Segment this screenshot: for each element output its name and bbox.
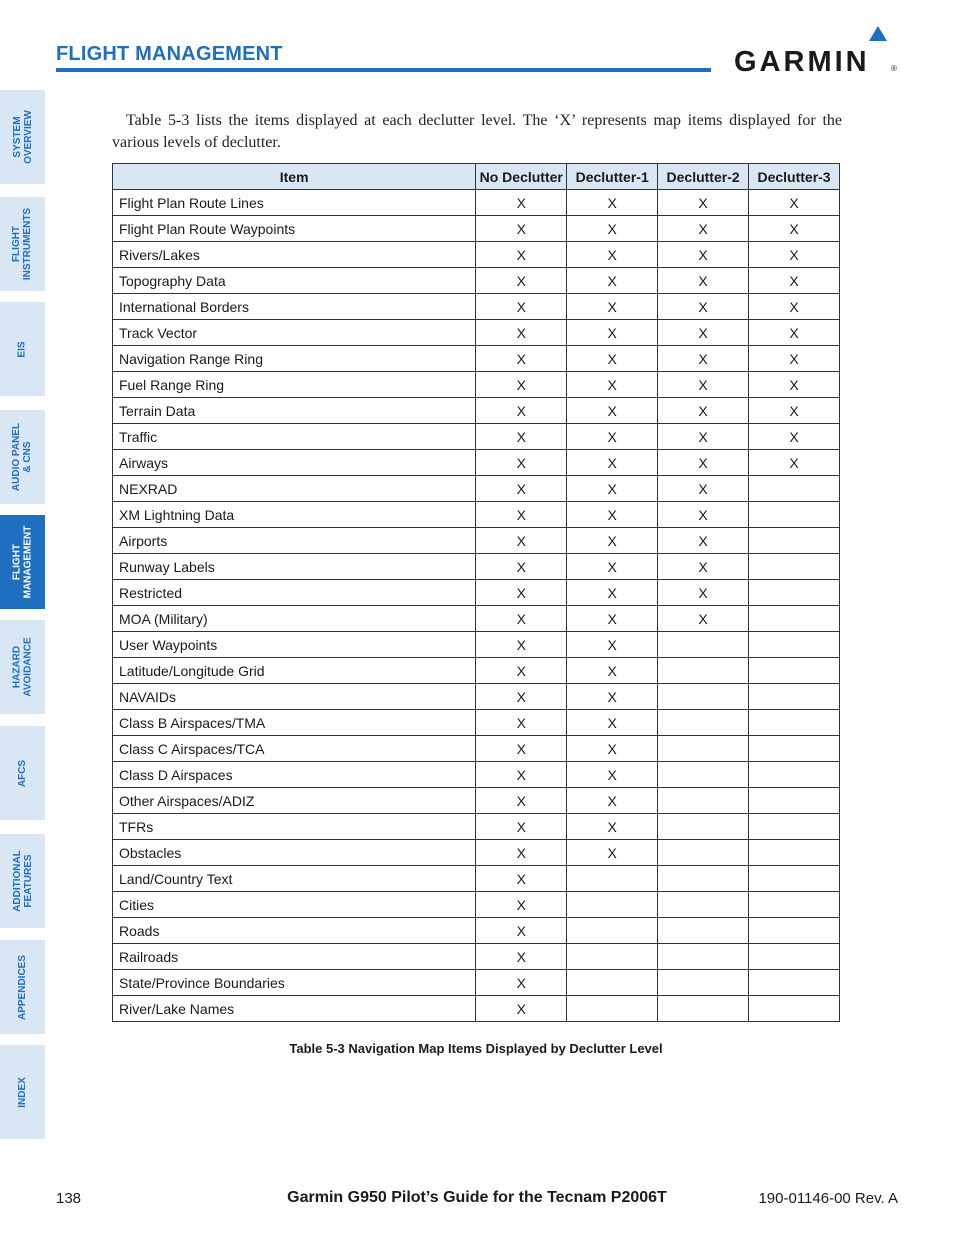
item-name-cell: Rivers/Lakes [113, 242, 476, 268]
side-tab-index[interactable] [0, 1045, 45, 1139]
item-name-cell: Restricted [113, 580, 476, 606]
declutter-mark-cell [658, 684, 749, 710]
declutter-mark-cell: X [567, 476, 658, 502]
declutter-mark-cell: X [476, 736, 567, 762]
side-tab-label: AUDIO PANEL & CNS [11, 422, 34, 492]
side-tab-label: FLIGHT MANAGEMENT [11, 525, 34, 599]
item-name-cell: Obstacles [113, 840, 476, 866]
table-row [113, 866, 840, 892]
declutter-mark-cell: X [476, 554, 567, 580]
declutter-mark-cell [658, 970, 749, 996]
declutter-mark-cell [658, 762, 749, 788]
declutter-mark-cell: X [658, 528, 749, 554]
header-item: Item [113, 164, 476, 190]
declutter-mark-cell [749, 918, 840, 944]
declutter-mark-cell [567, 866, 658, 892]
table-row [113, 320, 840, 346]
declutter-mark-cell: X [567, 554, 658, 580]
item-name-cell: Terrain Data [113, 398, 476, 424]
declutter-mark-cell: X [476, 294, 567, 320]
declutter-mark-cell: X [658, 476, 749, 502]
item-name-cell: Latitude/Longitude Grid [113, 658, 476, 684]
side-tab-label: EIS [17, 340, 28, 358]
declutter-mark-cell: X [658, 346, 749, 372]
declutter-mark-cell [749, 866, 840, 892]
header-declutter-2: Declutter-2 [658, 164, 749, 190]
declutter-mark-cell: X [567, 502, 658, 528]
table-body [113, 190, 840, 1022]
side-tab-label: APPENDICES [17, 954, 29, 1020]
table-row [113, 658, 840, 684]
item-name-cell: Other Airspaces/ADIZ [113, 788, 476, 814]
declutter-mark-cell: X [658, 268, 749, 294]
item-name-cell: River/Lake Names [113, 996, 476, 1022]
declutter-mark-cell [749, 502, 840, 528]
declutter-mark-cell [658, 944, 749, 970]
declutter-mark-cell: X [749, 216, 840, 242]
side-tab-label: AFCS [16, 759, 28, 787]
side-tab-label: FLIGHT INSTRUMENTS [11, 207, 34, 281]
declutter-mark-cell: X [567, 840, 658, 866]
declutter-mark-cell: X [476, 632, 567, 658]
declutter-mark-cell: X [749, 242, 840, 268]
intro-paragraph: Table 5-3 lists the items displayed at each declutter level. The ‘X’ represents map items displayed for the various levels of declutter. [112, 112, 842, 151]
table-row [113, 710, 840, 736]
declutter-mark-cell: X [658, 242, 749, 268]
table-row [113, 892, 840, 918]
declutter-mark-cell: X [476, 346, 567, 372]
table-row [113, 840, 840, 866]
declutter-mark-cell: X [476, 216, 567, 242]
item-name-cell: MOA (Military) [113, 606, 476, 632]
declutter-mark-cell: X [567, 372, 658, 398]
declutter-mark-cell [658, 788, 749, 814]
table-row [113, 528, 840, 554]
declutter-mark-cell [749, 892, 840, 918]
declutter-mark-cell [749, 736, 840, 762]
declutter-mark-cell [658, 996, 749, 1022]
declutter-mark-cell: X [476, 684, 567, 710]
item-name-cell: State/Province Boundaries [113, 970, 476, 996]
item-name-cell: Navigation Range Ring [113, 346, 476, 372]
declutter-mark-cell: X [658, 450, 749, 476]
declutter-mark-cell: X [567, 684, 658, 710]
declutter-mark-cell: X [476, 788, 567, 814]
declutter-mark-cell: X [658, 294, 749, 320]
declutter-mark-cell [749, 996, 840, 1022]
declutter-mark-cell [658, 918, 749, 944]
declutter-mark-cell: X [567, 346, 658, 372]
declutter-mark-cell [658, 632, 749, 658]
table-row [113, 398, 840, 424]
declutter-mark-cell: X [476, 424, 567, 450]
declutter-mark-cell: X [567, 788, 658, 814]
declutter-mark-cell: X [658, 502, 749, 528]
declutter-mark-cell: X [749, 320, 840, 346]
declutter-mark-cell: X [476, 944, 567, 970]
declutter-mark-cell: X [567, 424, 658, 450]
item-name-cell: Roads [113, 918, 476, 944]
item-name-cell: Airways [113, 450, 476, 476]
table-row [113, 606, 840, 632]
declutter-mark-cell: X [476, 710, 567, 736]
declutter-mark-cell: X [567, 450, 658, 476]
side-tab-audio-panel-cns[interactable] [0, 410, 45, 504]
section-title: FLIGHT MANAGEMENT [56, 43, 283, 65]
garmin-logo [734, 26, 899, 78]
declutter-mark-cell: X [567, 294, 658, 320]
item-name-cell: Class D Airspaces [113, 762, 476, 788]
declutter-mark-cell: X [658, 580, 749, 606]
declutter-mark-cell [658, 710, 749, 736]
item-name-cell: Traffic [113, 424, 476, 450]
table-row [113, 424, 840, 450]
declutter-mark-cell: X [476, 996, 567, 1022]
header-declutter-1: Declutter-1 [567, 164, 658, 190]
document-number: 190-01146-00 Rev. A [758, 1190, 898, 1207]
side-tab-hazard-avoidance[interactable] [0, 620, 45, 714]
header-declutter-3: Declutter-3 [749, 164, 840, 190]
item-name-cell: Railroads [113, 944, 476, 970]
declutter-mark-cell [749, 970, 840, 996]
table-row [113, 918, 840, 944]
declutter-mark-cell: X [749, 372, 840, 398]
declutter-mark-cell [749, 528, 840, 554]
page-number: 138 [56, 1190, 82, 1207]
declutter-table [112, 163, 840, 1022]
declutter-mark-cell: X [567, 320, 658, 346]
declutter-mark-cell [749, 554, 840, 580]
declutter-mark-cell: X [476, 892, 567, 918]
declutter-mark-cell [749, 788, 840, 814]
declutter-mark-cell: X [567, 242, 658, 268]
table-row [113, 788, 840, 814]
table-row [113, 294, 840, 320]
declutter-mark-cell: X [476, 762, 567, 788]
declutter-mark-cell: X [749, 450, 840, 476]
logo-triangle-icon [869, 26, 887, 41]
declutter-mark-cell: X [749, 268, 840, 294]
declutter-mark-cell: X [567, 190, 658, 216]
table-row [113, 268, 840, 294]
header-no-declutter: No Declutter [476, 164, 567, 190]
declutter-mark-cell: X [476, 372, 567, 398]
declutter-mark-cell: X [658, 606, 749, 632]
table-row [113, 476, 840, 502]
declutter-mark-cell: X [476, 658, 567, 684]
declutter-mark-cell: X [749, 190, 840, 216]
declutter-mark-cell: X [567, 216, 658, 242]
declutter-mark-cell: X [567, 658, 658, 684]
declutter-mark-cell [658, 840, 749, 866]
declutter-mark-cell: X [567, 580, 658, 606]
declutter-mark-cell [658, 736, 749, 762]
side-tab-label: ADDITIONAL FEATURES [11, 850, 34, 912]
side-tab-label: SYSTEM OVERVIEW [11, 110, 34, 164]
table-row [113, 762, 840, 788]
table-header-row [113, 164, 840, 190]
table-row [113, 450, 840, 476]
declutter-mark-cell [749, 476, 840, 502]
declutter-mark-cell [567, 918, 658, 944]
table-row [113, 736, 840, 762]
declutter-mark-cell: X [658, 216, 749, 242]
declutter-mark-cell [749, 762, 840, 788]
declutter-mark-cell: X [567, 736, 658, 762]
declutter-mark-cell: X [476, 502, 567, 528]
table-row [113, 814, 840, 840]
declutter-mark-cell: X [567, 398, 658, 424]
side-tab-additional-features[interactable] [0, 834, 45, 928]
side-tab-flight-management[interactable] [0, 515, 45, 609]
declutter-mark-cell: X [476, 866, 567, 892]
declutter-mark-cell [749, 944, 840, 970]
declutter-mark-cell: X [749, 424, 840, 450]
declutter-mark-cell [567, 944, 658, 970]
declutter-mark-cell: X [476, 970, 567, 996]
item-name-cell: Flight Plan Route Lines [113, 190, 476, 216]
declutter-mark-cell: X [658, 190, 749, 216]
declutter-mark-cell: X [567, 606, 658, 632]
table-row [113, 554, 840, 580]
declutter-mark-cell: X [476, 528, 567, 554]
declutter-mark-cell: X [658, 320, 749, 346]
declutter-mark-cell: X [476, 450, 567, 476]
item-name-cell: Airports [113, 528, 476, 554]
declutter-mark-cell [749, 814, 840, 840]
declutter-mark-cell [749, 632, 840, 658]
declutter-mark-cell [567, 970, 658, 996]
side-tab-flight-instruments[interactable] [0, 197, 45, 291]
item-name-cell: User Waypoints [113, 632, 476, 658]
declutter-mark-cell: X [476, 190, 567, 216]
table-row [113, 242, 840, 268]
table-caption: Table 5-3 Navigation Map Items Displayed by Declutter Level [289, 1041, 663, 1056]
table-row [113, 684, 840, 710]
item-name-cell: NAVAIDs [113, 684, 476, 710]
item-name-cell: Runway Labels [113, 554, 476, 580]
declutter-mark-cell: X [476, 840, 567, 866]
declutter-mark-cell [658, 866, 749, 892]
declutter-mark-cell [749, 658, 840, 684]
table-row [113, 944, 840, 970]
side-tab-label: HAZARD AVOIDANCE [11, 637, 34, 697]
side-tab-label: INDEX [17, 1076, 28, 1108]
declutter-mark-cell: X [476, 268, 567, 294]
table-row [113, 346, 840, 372]
declutter-mark-cell [658, 814, 749, 840]
table-row [113, 970, 840, 996]
declutter-mark-cell: X [567, 814, 658, 840]
declutter-mark-cell: X [658, 372, 749, 398]
declutter-mark-cell: X [476, 242, 567, 268]
item-name-cell: Fuel Range Ring [113, 372, 476, 398]
declutter-mark-cell [658, 892, 749, 918]
declutter-mark-cell: X [567, 762, 658, 788]
item-name-cell: Land/Country Text [113, 866, 476, 892]
declutter-mark-cell: X [476, 580, 567, 606]
declutter-mark-cell [749, 606, 840, 632]
declutter-mark-cell: X [658, 398, 749, 424]
table-row [113, 632, 840, 658]
declutter-mark-cell: X [658, 424, 749, 450]
footer-title: Garmin G950 Pilot’s Guide for the Tecnam P2006T [287, 1189, 667, 1206]
declutter-mark-cell: X [476, 320, 567, 346]
declutter-mark-cell [749, 580, 840, 606]
declutter-mark-cell: X [567, 528, 658, 554]
table-row [113, 190, 840, 216]
item-name-cell: XM Lightning Data [113, 502, 476, 528]
declutter-mark-cell: X [749, 398, 840, 424]
declutter-mark-cell: X [476, 476, 567, 502]
table-row [113, 996, 840, 1022]
item-name-cell: Cities [113, 892, 476, 918]
item-name-cell: Class B Airspaces/TMA [113, 710, 476, 736]
declutter-mark-cell [749, 684, 840, 710]
declutter-mark-cell: X [749, 346, 840, 372]
table-row [113, 372, 840, 398]
declutter-mark-cell: X [567, 268, 658, 294]
table-row [113, 580, 840, 606]
declutter-mark-cell [749, 710, 840, 736]
logo-text: GARMIN [734, 46, 870, 78]
declutter-mark-cell: X [567, 632, 658, 658]
declutter-mark-cell [658, 658, 749, 684]
declutter-mark-cell [567, 892, 658, 918]
item-name-cell: Topography Data [113, 268, 476, 294]
item-name-cell: Class C Airspaces/TCA [113, 736, 476, 762]
declutter-mark-cell: X [476, 606, 567, 632]
declutter-mark-cell [567, 996, 658, 1022]
item-name-cell: International Borders [113, 294, 476, 320]
table-row [113, 216, 840, 242]
declutter-mark-cell: X [476, 398, 567, 424]
side-tab-eis[interactable] [0, 302, 45, 396]
declutter-mark-cell: X [658, 554, 749, 580]
declutter-mark-cell [749, 840, 840, 866]
side-tab-afcs[interactable] [0, 726, 45, 820]
declutter-mark-cell: X [749, 294, 840, 320]
logo-registered-mark: ® [891, 64, 897, 73]
item-name-cell: Track Vector [113, 320, 476, 346]
table-row [113, 502, 840, 528]
title-rule [56, 68, 711, 72]
item-name-cell: Flight Plan Route Waypoints [113, 216, 476, 242]
declutter-mark-cell: X [476, 918, 567, 944]
item-name-cell: TFRs [113, 814, 476, 840]
declutter-mark-cell: X [476, 814, 567, 840]
item-name-cell: NEXRAD [113, 476, 476, 502]
declutter-mark-cell: X [567, 710, 658, 736]
side-tab-appendices[interactable] [0, 940, 45, 1034]
side-tab-system-overview[interactable] [0, 90, 45, 184]
